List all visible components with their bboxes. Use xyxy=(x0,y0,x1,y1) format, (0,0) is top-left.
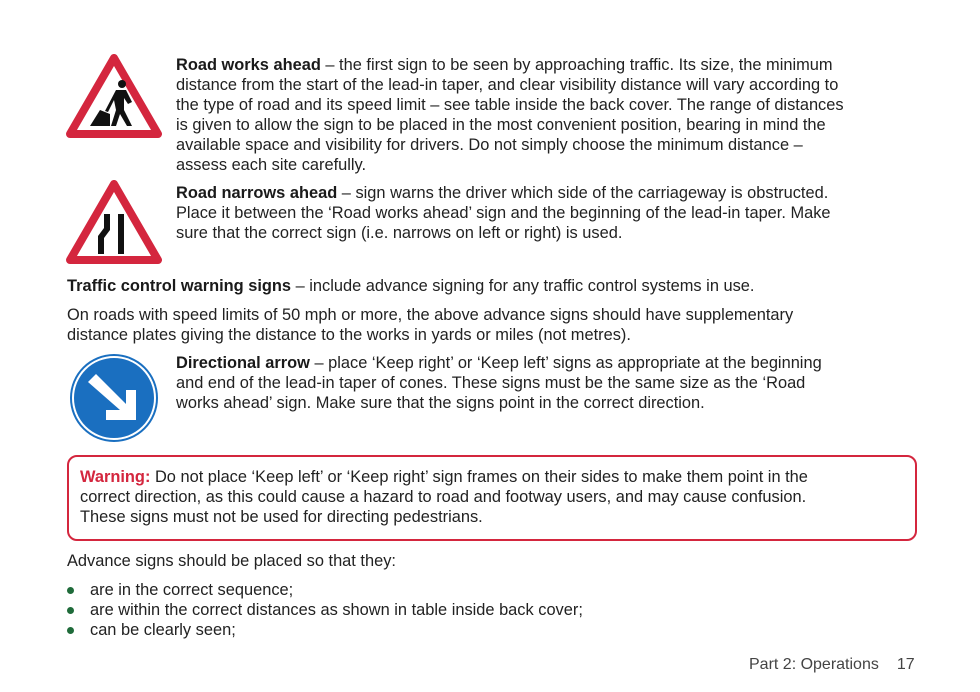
road-works-sign-icon xyxy=(66,54,162,140)
directional-arrow-title: Directional arrow xyxy=(176,354,310,372)
bullet-icon xyxy=(67,607,74,614)
keep-right-sign-icon xyxy=(68,352,160,444)
list-item: are in the correct sequence; xyxy=(90,581,294,599)
traffic-control-title: Traffic control warning signs xyxy=(67,277,292,295)
speed-limit-paragraph: On roads with speed limits of 50 mph or more, the above advance signs should have supplementary distance plates giving the distance to the works in yards or miles (not metres). xyxy=(67,306,794,344)
page-footer xyxy=(749,656,915,674)
road-works-title: Road works ahead xyxy=(176,56,321,74)
warning-text: Warning: Do not place ‘Keep left’ or ‘Keep right’ sign frames on their sides to make them point in the correct direction, as this could cause a hazard to road and footway users, and may cause confusion. These signs must not be used for directing pedestrians. xyxy=(80,468,808,526)
road-narrows-title: Road narrows ahead xyxy=(176,184,338,202)
advance-intro: Advance signs should be placed so that they: xyxy=(67,552,396,570)
road-works-paragraph: Road works ahead – the first sign to be seen by approaching traffic. Its size, the minimum distance from the start of the lead-in taper, and clear visibility distance will vary according to the type of road and its speed limit – see table inside the back cover. The range of distances is given to allow the sign to be placed in the most convenient position, bearing in mind the available space and visibility for drivers. Do not simply choose the minimum distance – assess each site carefully. xyxy=(176,56,844,174)
traffic-control-paragraph: Traffic control warning signs – include advance signing for any traffic control systems in use. xyxy=(67,277,755,295)
road-narrows-paragraph: Road narrows ahead – sign warns the driver which side of the carriageway is obstructed. Place it between the ‘Road works ahead’ sign and the beginning of the lead-in taper. Make sure that the correct sign (i.e. narrows on left or right) is used. xyxy=(176,184,831,242)
warning-label: Warning: xyxy=(80,468,151,486)
bullet-icon xyxy=(67,627,74,634)
page-number: 17 xyxy=(896,656,915,673)
list-item: can be clearly seen; xyxy=(90,621,236,639)
footer-section: Part 2: Operations xyxy=(749,656,879,673)
advance-bullet-list xyxy=(90,580,583,640)
bullet-icon xyxy=(67,587,74,594)
directional-arrow-paragraph: Directional arrow – place ‘Keep right’ or ‘Keep left’ signs as appropriate at the beginning and end of the lead-in taper of cones. These signs must be the same size as the ‘Road works ahead’ sign. Make sure that the signs point in the correct direction. xyxy=(176,354,822,412)
list-item: are within the correct distances as shown in table inside back cover; xyxy=(90,601,583,619)
road-narrows-sign-icon xyxy=(66,180,162,266)
